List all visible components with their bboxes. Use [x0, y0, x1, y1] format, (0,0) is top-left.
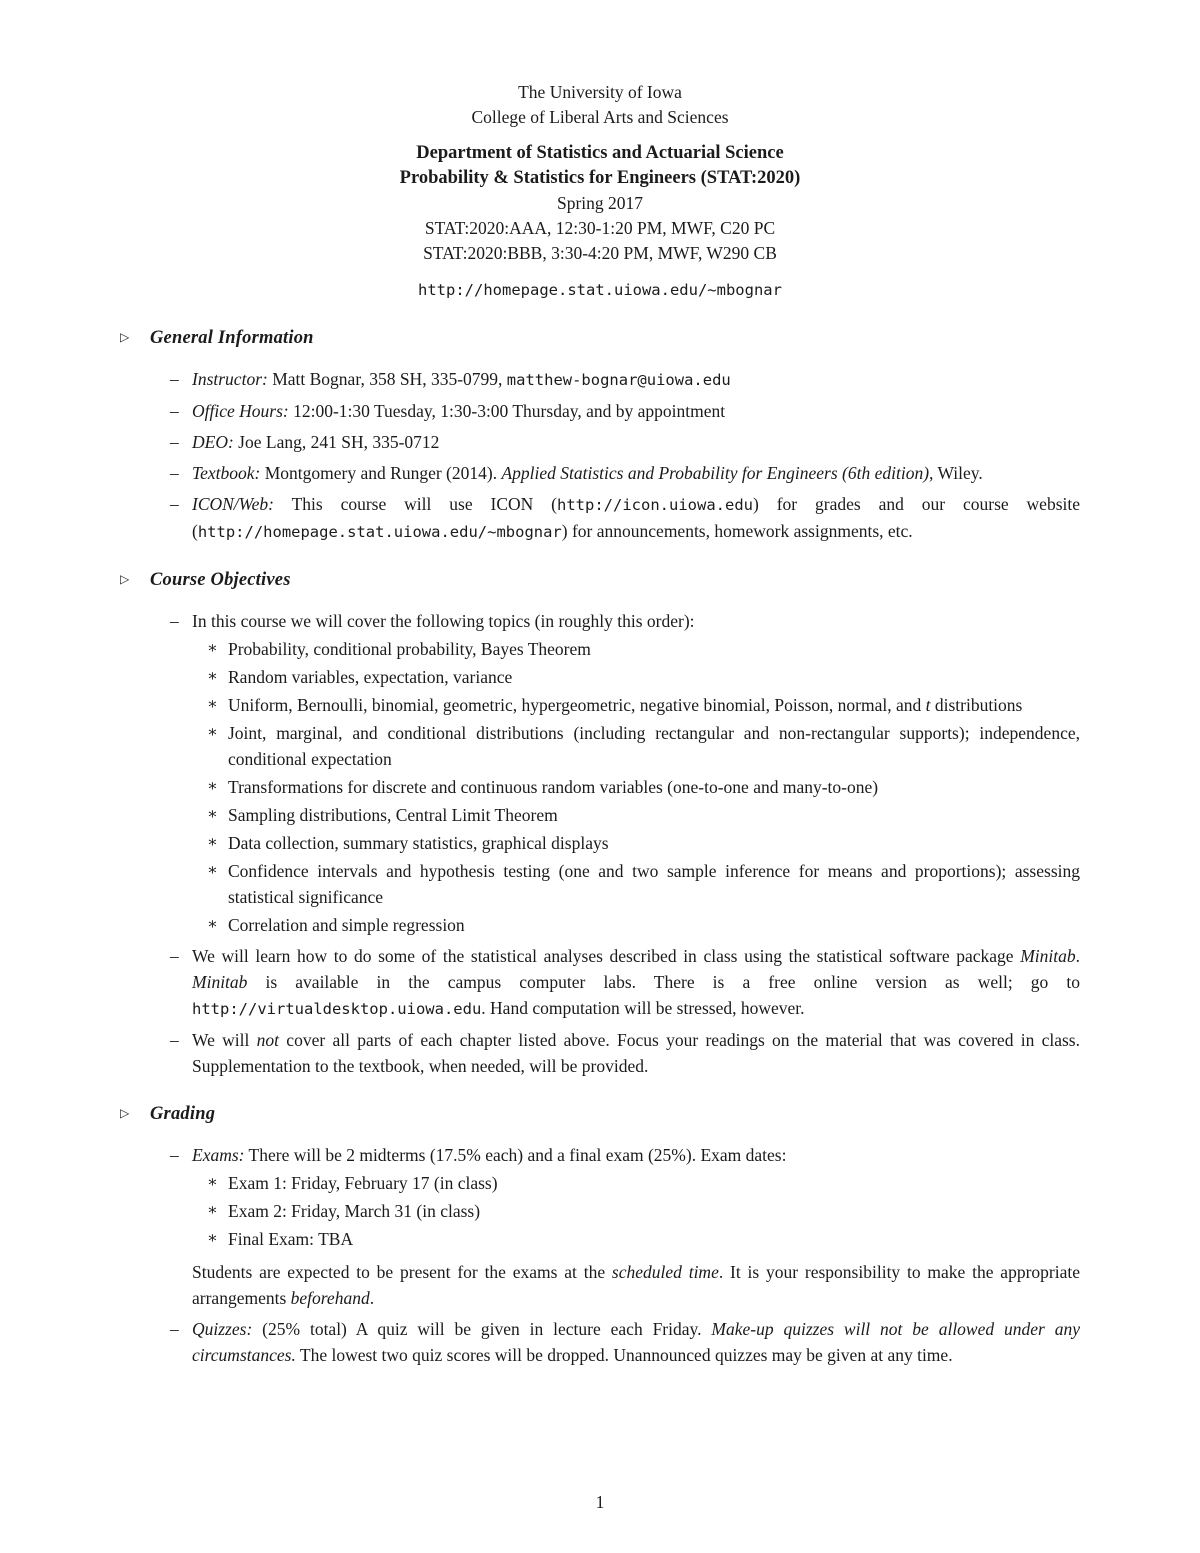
item-text: (25% total) A quiz will be given in lecture each Friday. — [252, 1319, 712, 1339]
page-number: 1 — [595, 1492, 605, 1512]
topic-segment: Data collection, summary statistics, graphical displays — [228, 833, 609, 853]
exam-date-text: Exam 1: Friday, February 17 (in class) — [228, 1173, 498, 1193]
item-text: This course will use ICON ( — [274, 494, 558, 514]
general-information-heading — [120, 324, 1080, 352]
item-label: ICON/Web: — [192, 494, 274, 514]
page-footer — [0, 1489, 1200, 1515]
exam-date-item — [120, 1198, 1080, 1224]
list-item-exams — [120, 1142, 1080, 1168]
topic-text — [228, 636, 1080, 662]
emphasis-makeup-policy: Make-up quizzes will not be allowed under any circumstances. — [192, 1319, 1080, 1365]
university-name: The University of Iowa — [518, 82, 682, 102]
topic-segment: Transformations for discrete and continuous random variables (one-to-one and many-to-one) — [228, 777, 879, 797]
topic-segment: Joint, marginal, and conditional distributions (including rectangular and non-rectangular supports); independence, conditional expectation — [228, 723, 1080, 769]
section-grading — [120, 1100, 1080, 1368]
topic-segment: Probability, conditional probability, Bayes Theorem — [228, 639, 591, 659]
item-text: . — [1075, 946, 1080, 966]
department-name: Department of Statistics and Actuarial Science — [416, 143, 784, 163]
item-text: is available in the campus computer labs. There is a free online version as well; go to — [247, 972, 1080, 992]
deo-text — [192, 429, 1080, 455]
list-item-topics-intro — [120, 608, 1080, 634]
topic-text — [228, 912, 1080, 938]
homepage-url: http://homepage.stat.uiowa.edu/~mbognar — [197, 523, 562, 541]
emphasis-beforehand: beforehand — [290, 1288, 370, 1308]
topic-segment-italic: t — [925, 695, 931, 715]
paragraph-text: . It is your responsibility to make the appropriate arrangements — [192, 1262, 1080, 1308]
paragraph-text: . — [369, 1288, 375, 1308]
dash-bullet: – — [170, 1030, 179, 1050]
topic-segment: Sampling distributions, Central Limit Theorem — [228, 805, 558, 825]
topic-item — [120, 912, 1080, 938]
course-objectives-heading — [120, 566, 1080, 594]
topic-item — [120, 692, 1080, 718]
triangle-bullet-icon: ▷ — [120, 330, 130, 344]
course-homepage-url: http://homepage.stat.uiowa.edu/~mbognar — [418, 281, 782, 299]
topic-item — [120, 858, 1080, 910]
exam-date-text: Final Exam: TBA — [228, 1229, 354, 1249]
section-title: Course Objectives — [150, 570, 291, 590]
list-item-minitab — [120, 943, 1080, 1022]
item-label: Textbook: — [192, 463, 261, 483]
instructor-text — [192, 366, 1080, 393]
item-text: Matt Bognar, 358 SH, 335-0799, — [267, 369, 507, 389]
office-hours-text — [192, 398, 1080, 424]
item-text: Joe Lang, 241 SH, 335-0712 — [233, 432, 440, 452]
exam-date-item — [120, 1170, 1080, 1196]
section-general-information — [120, 324, 1080, 545]
item-label: Instructor: — [192, 369, 268, 389]
star-bullet: ∗ — [207, 640, 218, 657]
list-item-textbook — [120, 460, 1080, 486]
topic-segment: Correlation and simple regression — [228, 915, 465, 935]
star-bullet: ∗ — [207, 916, 218, 933]
dash-bullet: – — [170, 946, 179, 966]
coverage-text — [192, 1027, 1080, 1079]
topic-text — [228, 664, 1080, 690]
list-item-coverage — [120, 1027, 1080, 1079]
dash-bullet: – — [170, 611, 179, 631]
quizzes-text — [192, 1316, 1080, 1368]
item-text: There will be 2 midterms (17.5% each) and a final exam (25%). Exam dates: — [244, 1145, 787, 1165]
topic-item — [120, 664, 1080, 690]
star-bullet: ∗ — [207, 1202, 218, 1219]
topic-text — [228, 692, 1080, 718]
star-bullet: ∗ — [207, 1230, 218, 1247]
item-label: Office Hours: — [192, 401, 289, 421]
exam-date-text: Exam 2: Friday, March 31 (in class) — [228, 1201, 481, 1221]
exam-attendance-paragraph — [192, 1259, 1080, 1311]
item-text: The lowest two quiz scores will be dropped. Unannounced quizzes may be given at any time. — [295, 1345, 953, 1365]
dash-bullet: – — [170, 369, 179, 389]
book-title: Applied Statistics and Probability for Engineers (6th edition), — [501, 463, 934, 483]
star-bullet: ∗ — [207, 668, 218, 685]
college-name: College of Liberal Arts and Sciences — [471, 107, 729, 127]
item-text: We will learn how to do some of the statistical analyses described in class using the statistical software package — [192, 946, 1021, 966]
minitab-name: Minitab — [1020, 946, 1076, 966]
star-bullet: ∗ — [207, 778, 218, 795]
dash-bullet: – — [170, 494, 179, 514]
grading-heading — [120, 1100, 1080, 1128]
topic-text — [228, 720, 1080, 772]
item-text: 12:00-1:30 Tuesday, 1:30-3:00 Thursday, and by appointment — [288, 401, 726, 421]
topic-item — [120, 720, 1080, 772]
publisher: Wiley. — [933, 463, 983, 483]
dash-bullet: – — [170, 432, 179, 452]
course-section-aaa: STAT:2020:AAA, 12:30-1:20 PM, MWF, C20 PC — [424, 218, 776, 238]
star-bullet: ∗ — [207, 834, 218, 851]
section-title: Grading — [150, 1104, 216, 1124]
star-bullet: ∗ — [207, 724, 218, 741]
triangle-bullet-icon: ▷ — [120, 572, 130, 586]
icon-url: http://icon.uiowa.edu — [557, 496, 753, 514]
dash-bullet: – — [170, 401, 179, 421]
emphasis-not: not — [256, 1030, 280, 1050]
star-bullet: ∗ — [207, 862, 218, 879]
item-text: We will — [192, 1030, 257, 1050]
section-course-objectives — [120, 566, 1080, 1079]
paragraph-text: Students are expected to be present for the exams at the — [192, 1262, 612, 1282]
item-text: Montgomery and Runger (2014). — [260, 463, 502, 483]
list-item-deo — [120, 429, 1080, 455]
section-title: General Information — [150, 328, 314, 348]
topic-item — [120, 774, 1080, 800]
topic-item — [120, 802, 1080, 828]
topic-segment: Uniform, Bernoulli, binomial, geometric, hypergeometric, negative binomial, Poisson, normal, and — [228, 695, 926, 715]
item-label: Exams: — [192, 1145, 245, 1165]
textbook-text — [192, 460, 1080, 486]
minitab-name: Minitab — [192, 972, 248, 992]
topic-segment: Confidence intervals and hypothesis testing (one and two sample inference for means and proportions); assessing statistical significance — [228, 861, 1080, 907]
list-item-icon-web — [120, 491, 1080, 545]
list-item-office-hours — [120, 398, 1080, 424]
item-text: ) for grades and our course website ( — [192, 494, 1080, 541]
semester: Spring 2017 — [556, 193, 644, 213]
icon-web-text — [192, 491, 1080, 545]
exams-text — [192, 1142, 1080, 1168]
star-bullet: ∗ — [207, 1174, 218, 1191]
virtualdesktop-url: http://virtualdesktop.uiowa.edu — [192, 1000, 482, 1018]
topic-item — [120, 830, 1080, 856]
dash-bullet: – — [170, 463, 179, 483]
topic-text — [228, 858, 1080, 910]
dash-bullet: – — [170, 1319, 179, 1339]
topic-item — [120, 636, 1080, 662]
star-bullet: ∗ — [207, 806, 218, 823]
dash-bullet: – — [170, 1145, 179, 1165]
spacer — [120, 130, 1080, 141]
course-title: Probability & Statistics for Engineers (STAT:2020) — [399, 168, 801, 188]
list-item-instructor — [120, 366, 1080, 393]
topic-segment: Random variables, expectation, variance — [228, 667, 513, 687]
topics-intro-text: In this course we will cover the following topics (in roughly this order): — [192, 611, 695, 631]
item-label: Quizzes: — [192, 1319, 253, 1339]
star-bullet: ∗ — [207, 696, 218, 713]
document-header — [120, 80, 1080, 303]
minitab-text — [192, 943, 1080, 1022]
list-item-quizzes — [120, 1316, 1080, 1368]
item-text: ) for announcements, homework assignments, etc. — [561, 521, 913, 541]
topic-text — [228, 830, 1080, 856]
topic-text — [228, 774, 1080, 800]
topic-segment: distributions — [930, 695, 1023, 715]
emphasis-scheduled-time: scheduled time — [611, 1262, 719, 1282]
item-label: DEO: — [192, 432, 234, 452]
exam-date-item — [120, 1226, 1080, 1252]
instructor-email: matthew-bognar@uiowa.edu — [506, 371, 731, 389]
course-section-bbb: STAT:2020:BBB, 3:30-4:20 PM, MWF, W290 CB — [423, 243, 777, 263]
item-text: . Hand computation will be stressed, however. — [481, 998, 805, 1018]
topic-text — [228, 802, 1080, 828]
item-text: cover all parts of each chapter listed above. Focus your readings on the material that was covered in class. Supplementation to the textbook, when needed, will be provided. — [192, 1030, 1080, 1076]
triangle-bullet-icon: ▷ — [120, 1106, 130, 1120]
